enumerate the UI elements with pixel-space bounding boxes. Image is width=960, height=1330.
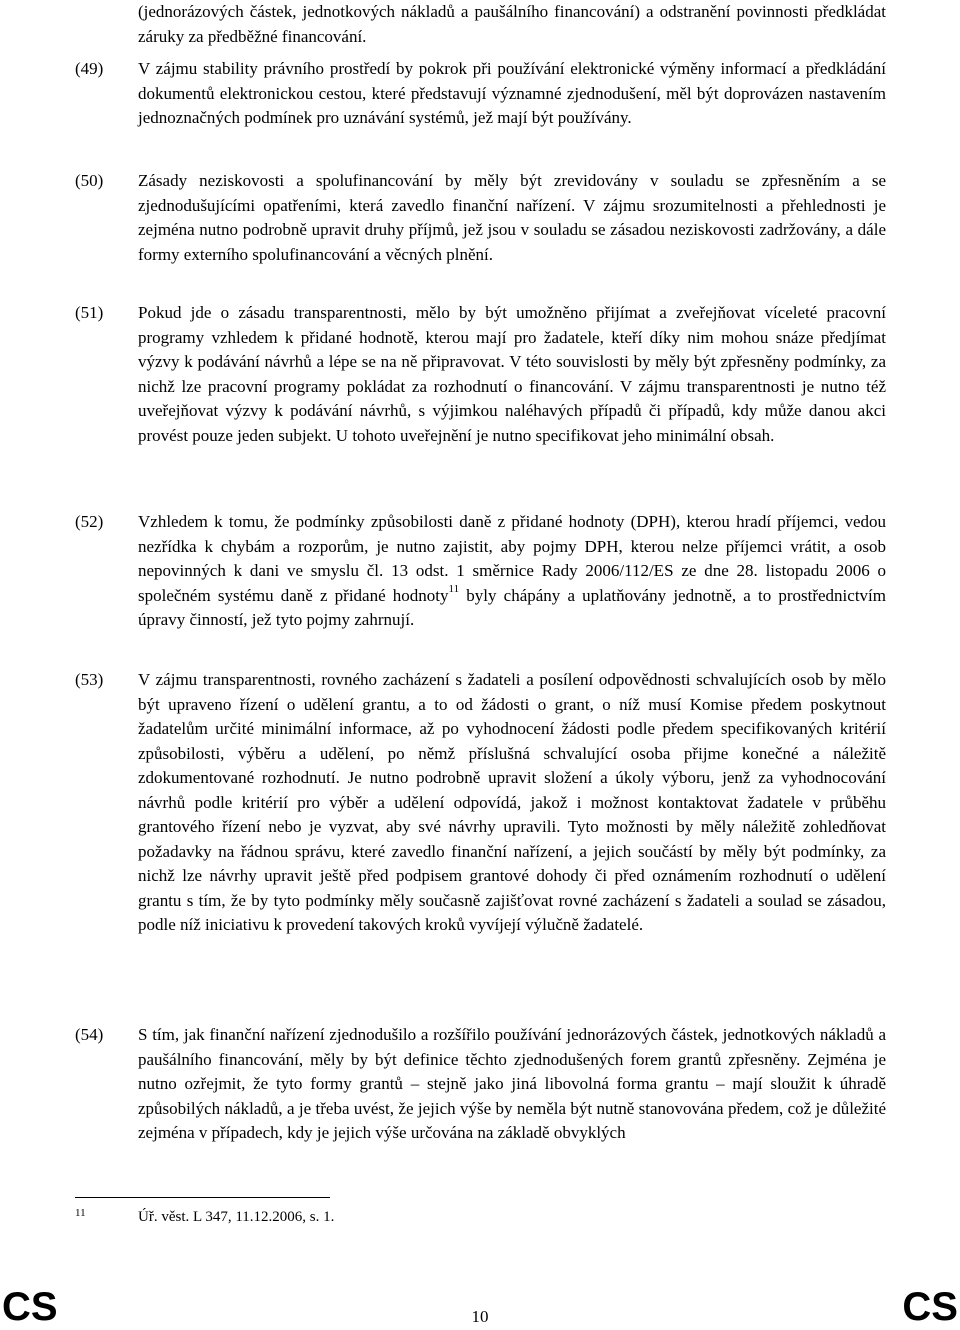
recital-number: (51) bbox=[75, 303, 104, 322]
recital-54 bbox=[75, 1023, 886, 1146]
footer-language-right: CS bbox=[902, 1285, 958, 1329]
footnote-separator bbox=[75, 1197, 330, 1198]
page-number: 10 bbox=[471, 1307, 489, 1326]
recital-text-after: byly chápány a uplatňovány jednotně, a to prostřednictvím úpravy činností, jež tyto pojmy zahrnují. bbox=[138, 585, 886, 629]
footnote-reference[interactable]: 11 bbox=[448, 582, 460, 595]
recital-number: (50) bbox=[75, 171, 104, 190]
recital-text-before: Vzhledem k tomu, že podmínky způsobilosti daně z přidané hodnoty (DPH), kterou hradí příjemci, vedou nezřídka k chybám a rozporům, je nutno zajistit, aby pojmy DPH, kterou nelze příjemci vrátit, a osob nepovinných k dani ve smyslu čl. 13 odst. 1 směrnice Rady 2006/112/ES ze dne 28. listopadu 2006 o společném systému daně z přidané hodnoty bbox=[138, 512, 886, 605]
footer-language-left: CS bbox=[2, 1285, 58, 1329]
recital-52 bbox=[75, 510, 886, 633]
recital-text: V zájmu stability právního prostředí by pokrok při používání elektronické výměny informací a předkládání dokumentů elektronickou cestou, které představují významné zjednodušení, měl být doprovázen nastavením jednoznačných podmínek pro uznávání systémů, jež mají být používány. bbox=[138, 59, 886, 127]
recital-number: (49) bbox=[75, 59, 104, 78]
recital-number: (53) bbox=[75, 670, 104, 689]
recital-text: Pokud jde o zásadu transparentnosti, mělo by být umožněno přijímat a zveřejňovat víceleté pracovní programy vzhledem k přidané hodnotě, kterou mají pro žadatele, kteří díky nim mohou snáze předjímat výzvy k podávání návrhů a lépe se na ně připravovat. V této souvislosti by měly být zpřesněny podmínky, za nichž lze pracovní programy pokládat za rozhodnutí o financování. V zájmu transparentnosti je nutno též uveřejňovat výzvy k podávání návrhů, s výjimkou naléhavých případů či případů, kdy může danou akci provést pouze jeden subjekt. U tohoto uveřejnění je nutno specifikovat jeho minimální obsah. bbox=[138, 303, 886, 445]
recital-number: (52) bbox=[75, 512, 104, 531]
recital-text bbox=[138, 510, 886, 633]
recital-50 bbox=[75, 169, 886, 267]
recital-text: V zájmu transparentnosti, rovného zacházení s žadateli a posílení odpovědnosti schvalujících osob by mělo být upraveno řízení o udělení grantu, a to od žádosti o grant, o níž musí Komise předem poskytnout žadatelům určité minimální informace, až po vyhodnocení žádosti podle předem specifikovaných kritérií způsobilosti, výběru a udělení, po němž příslušná schvalující osoba přijme konečné a náležitě zdokumentované rozhodnutí. Je nutno podrobně upravit složení a úkoly výboru, jenž za vyhodnocování návrhů podle kritérií pro výběr a udělení odpovídá, jakož i možnost kontaktovat žadatele v průběhu grantového řízení nebo je vyzvat, aby své návrhy upravili. Tyto možnosti by měly náležitě zohledňovat požadavky na řádnou správu, které zavedlo finanční nařízení, a jejich součástí by měly být podmínky, za nichž lze návrhy upravit ještě před podpisem grantové dohody či před oznámením rozhodnutí o udělení grantu s tím, že by tyto podmínky měly současně zajišťovat rovné zacházení s žadateli a soulad se zásadou, podle níž iniciativu k provedení takových kroků vyvíjejí výlučně žadatelé. bbox=[138, 670, 886, 934]
recital-51 bbox=[75, 301, 886, 448]
recital-53 bbox=[75, 668, 886, 938]
footnote-text: Úř. věst. L 347, 11.12.2006, s. 1. bbox=[138, 1209, 335, 1225]
intro-paragraph: (jednorázových částek, jednotkových nákladů a paušálního financování) a odstranění povinnosti předkládat záruky za předběžné financování. bbox=[138, 2, 886, 46]
footnote-number: 11 bbox=[75, 1207, 86, 1219]
recital-49 bbox=[75, 57, 886, 131]
footnote bbox=[75, 1207, 886, 1227]
recital-text: Zásady neziskovosti a spolufinancování by měly být zrevidovány v souladu se zpřesněním a se zjednodušujícími opatřeními, která zavedlo finanční nařízení. V zájmu srozumitelnosti a přehlednosti je zejména nutno podrobně upravit druhy příjmů, jež jsou v souladu se zásadou neziskovosti zadržovány, a dále formy externího spolufinancování a věcných plnění. bbox=[138, 171, 886, 264]
recital-number: (54) bbox=[75, 1025, 104, 1044]
recital-text: S tím, jak finanční nařízení zjednodušilo a rozšířilo používání jednorázových částek, jednotkových nákladů a paušálního financování, měly by být definice těchto zjednodušených forem grantů zpřesněny. Zejména je nutno ozřejmit, že tyto formy grantů – stejně jako jiná libovolná forma grantu – mají sloužit k úhradě způsobilých nákladů, a je třeba uvést, že jejich výše by neměla být nutně stanovována předem, což je důležité zejména v případech, kdy je jejich výše určována na základě obvyklých bbox=[138, 1025, 886, 1142]
